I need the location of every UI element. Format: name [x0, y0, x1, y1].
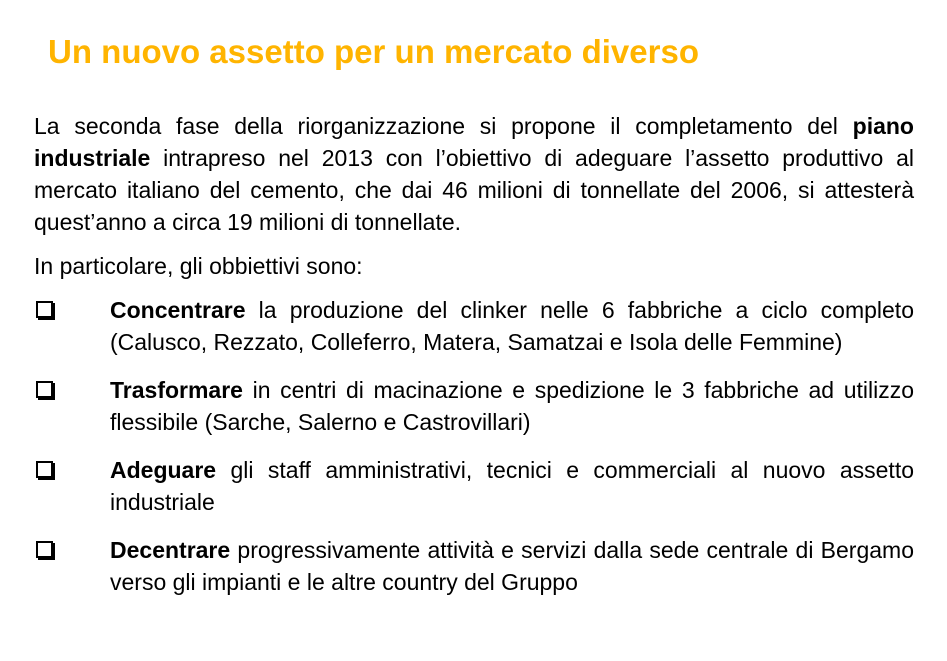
bullet-text: progressivamente attività e servizi dalla sede centrale di Bergamo verso gli impianti e le altre country del Gruppo	[110, 537, 914, 595]
intro-text-end: intrapreso nel 2013 con l’obiettivo di adeguare l’assetto produttivo al mercato italiano del cemento, che dai 46 milioni di tonnellate del 2006, si attesterà quest’anno a circa 19 milioni di tonnellate.	[34, 145, 914, 235]
checkbox-icon	[36, 301, 53, 318]
list-item	[34, 454, 914, 518]
objectives-lead: In particolare, gli obbiettivi sono:	[34, 253, 363, 279]
bullet-keyword: Adeguare	[110, 457, 217, 483]
checkbox-icon	[36, 541, 53, 558]
intro-text-start: La seconda fase della riorganizzazione si propone il completamento del	[34, 113, 853, 139]
page-title: Un nuovo assetto per un mercato diverso	[48, 33, 699, 70]
bullet-text: la produzione del clinker nelle 6 fabbriche a ciclo completo (Calusco, Rezzato, Colleferro, Matera, Samatzai e Isola delle Femmine)	[110, 297, 914, 355]
list-item	[34, 534, 914, 598]
intro-paragraph	[34, 110, 914, 238]
list-item	[34, 374, 914, 438]
objectives-list	[34, 294, 914, 598]
bullet-keyword: Trasformare	[110, 377, 243, 403]
slide-content	[34, 110, 914, 614]
intro-bold-term: piano industriale	[34, 113, 914, 171]
bullet-keyword: Concentrare	[110, 297, 246, 323]
list-item	[34, 294, 914, 358]
bullet-keyword: Decentrare	[110, 537, 231, 563]
checkbox-icon	[36, 461, 53, 478]
checkbox-icon	[36, 381, 53, 398]
bullet-text: gli staff amministrativi, tecnici e commerciali al nuovo assetto industriale	[110, 457, 914, 515]
bullet-text: in centri di macinazione e spedizione le 3 fabbriche ad utilizzo flessibile (Sarche, Salerno e Castrovillari)	[110, 377, 914, 435]
